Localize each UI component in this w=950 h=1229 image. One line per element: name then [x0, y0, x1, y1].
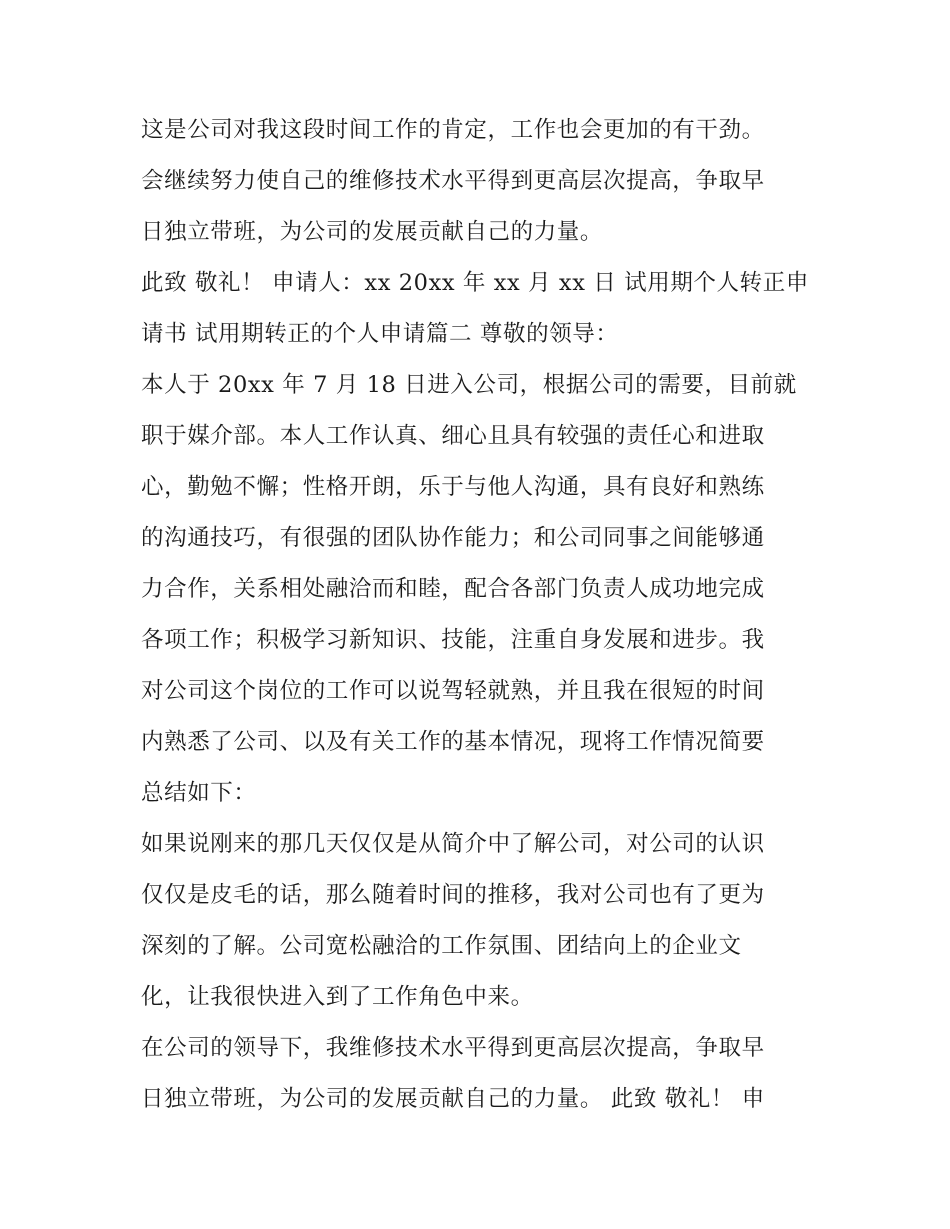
text-line: 这是公司对我这段时间工作的肯定，工作也会更加的有干劲。 [141, 117, 765, 143]
text-line: 力合作，关系相处融洽而和睦，配合各部门负责人成功地完成 [141, 576, 765, 602]
text-line: 对公司这个岗位的工作可以说驾轻就熟，并且我在很短的时间 [141, 678, 765, 704]
text-line: 各项工作；积极学习新知识、技能，注重自身发展和进步。我 [141, 627, 765, 653]
text-line: 日独立带班，为公司的发展贡献自己的力量。 [141, 219, 604, 245]
text-line: 日独立带班，为公司的发展贡献自己的力量。 此致 敬礼！ 申 [141, 1086, 765, 1112]
text-line: 会继续努力使自己的维修技术水平得到更高层次提高，争取早 [141, 168, 765, 194]
text-line: 如果说刚来的那几天仅仅是从简介中了解公司，对公司的认识 [141, 831, 765, 857]
text-line: 仅仅是皮毛的话，那么随着时间的推移，我对公司也有了更为 [141, 882, 765, 908]
text-line: 总结如下： [141, 780, 257, 806]
text-line: 此致 敬礼！ 申请人：xx 20xx 年 xx 月 xx 日 试用期个人转正申 [141, 270, 809, 296]
document-body [141, 105, 821, 1125]
text-line: 深刻的了解。公司宽松融洽的工作氛围、团结向上的企业文 [141, 933, 742, 959]
text-line: 职于媒介部。本人工作认真、细心且具有较强的责任心和进取 [141, 423, 765, 449]
text-line: 内熟悉了公司、以及有关工作的基本情况，现将工作情况简要 [141, 729, 765, 755]
text-line: 本人于 20xx 年 7 月 18 日进入公司，根据公司的需要，目前就 [141, 372, 797, 398]
text-line: 在公司的领导下，我维修技术水平得到更高层次提高，争取早 [141, 1035, 765, 1061]
text-line: 的沟通技巧，有很强的团队协作能力；和公司同事之间能够通 [141, 525, 765, 551]
text-line: 请书 试用期转正的个人申请篇二 尊敬的领导： [141, 321, 619, 347]
text-line: 化，让我很快进入到了工作角色中来。 [141, 984, 534, 1010]
text-line: 心，勤勉不懈；性格开朗，乐于与他人沟通，具有良好和熟练 [141, 474, 765, 500]
